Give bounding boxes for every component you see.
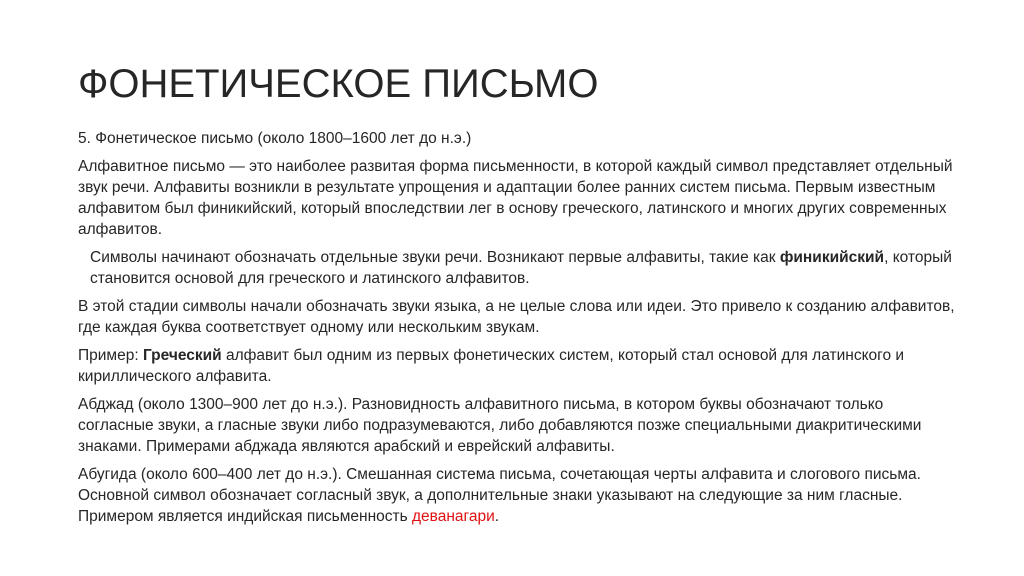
symbols-text-after: , который становится основой для греческого и латинского алфавитов. bbox=[90, 249, 952, 287]
abugida-text-after: . bbox=[494, 508, 500, 525]
abugida-text-before: Абугида (около 600–400 лет до н.э.). Смешанная система письма, сочетающая черты алфавита и слогового письма. Основной символ обозначает согласный звук, а дополнительные знаки указывают на следующие за ним гласные. Примером является индийская письменность bbox=[78, 466, 921, 525]
devanagari-link[interactable]: деванагари bbox=[411, 508, 495, 525]
symbols-text-before: Символы начинают обозначать отдельные звуки речи. Возникают первые алфавиты, такие как bbox=[90, 249, 780, 266]
slide-title: ФОНЕТИЧЕСКОЕ ПИСЬМО bbox=[78, 62, 599, 106]
example-label: Пример: bbox=[78, 347, 143, 364]
symbols-paragraph bbox=[78, 247, 958, 289]
phoenician-term: финикийский bbox=[779, 249, 885, 266]
example-paragraph bbox=[78, 345, 958, 387]
slide-body bbox=[78, 128, 958, 534]
heading-line: 5. Фонетическое письмо (около 1800–1600 лет до н.э.) bbox=[78, 130, 472, 147]
stage-paragraph: В этой стадии символы начали обозначать звуки языка, а не целые слова или идеи. Это привело к созданию алфавитов, где каждая буква соответствует одному или нескольким звукам. bbox=[78, 298, 955, 336]
alphabetic-paragraph: Алфавитное письмо — это наиболее развитая форма письменности, в которой каждый символ представляет отдельный звук речи. Алфавиты возникли в результате упрощения и адаптации более ранних систем письма. Первым известным алфавитом был финикийский, который впоследствии лег в основу греческого, латинского и многих других современных алфавитов. bbox=[78, 158, 953, 238]
greek-term: Греческий bbox=[142, 347, 222, 364]
abjad-paragraph: Абджад (около 1300–900 лет до н.э.). Разновидность алфавитного письма, в котором буквы обозначают только согласные звуки, а гласные звуки либо подразумеваются, либо добавляются позже специальными диакритическими знаками. Примерами абджада являются арабский и еврейский алфавиты. bbox=[78, 396, 922, 455]
example-text: алфавит был одним из первых фонетических систем, который стал основой для латинского и кириллического алфавита. bbox=[78, 347, 905, 385]
abugida-paragraph bbox=[78, 464, 958, 527]
